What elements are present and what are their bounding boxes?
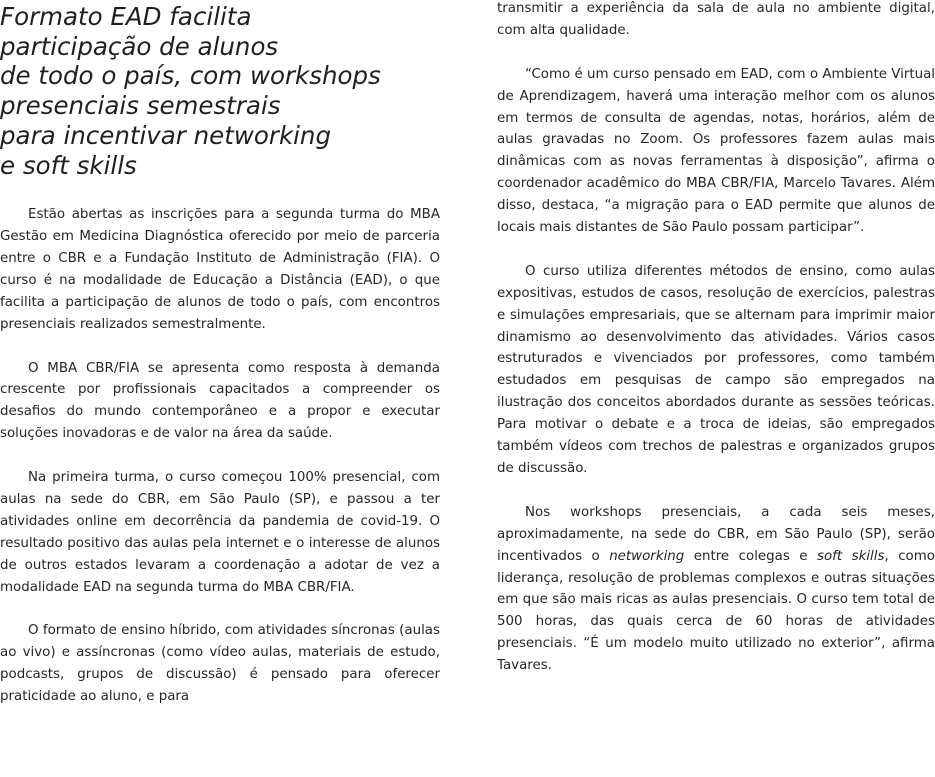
headline-line: participação de alunos [0,31,279,61]
body-paragraph: “Como é um curso pensado em EAD, com o Ambiente Virtual de Aprendizagem, haverá uma interação melhor com os alunos em termos de consulta de agendas, notas, horários, além de aulas gravadas no Zoom. Os professores fazem aulas mais dinâmicas com as novas ferramentas à disposição”, afirma o coordenador acadêmico do MBA CBR/FIA, Marcelo Tavares. Além disso, destaca, “a migração para o EAD permite que alunos de locais mais distantes de São Paulo possam participar”. [497,66,935,236]
body-paragraph: O MBA CBR/FIA se apresenta como resposta à demanda crescente por profissionais capacitados a compreender os desafios do mundo contemporâneo e a propor e executar soluções inovadoras e de valor na área da saúde. [0,360,440,442]
headline-line: e soft skills [0,150,137,180]
article-body-left [0,204,440,708]
article-headline [0,2,440,180]
body-paragraph-last [497,502,935,677]
body-paragraph: O curso utiliza diferentes métodos de ensino, como aulas expositivas, estudos de casos, resolução de exercícios, palestras e simulações empresariais, que se alternam para imprimir maior dinamismo ao desenvolvimento das atividades. Vários casos estruturados e vivenciados por professores, como também estudados em pesquisas de campo são empregados na ilustração dos conceitos abordados durante as sessões teóricas. Para motivar o debate e a troca de ideias, são empregados também vídeos com trechos de palestras e organizados grupos de discussão. [497,263,935,476]
body-paragraph: O formato de ensino híbrido, com atividades síncronas (aulas ao vivo) e assíncronas (como vídeo aulas, materiais de estudo, podcasts, grupos de discussão) é pensado para oferecer praticidade ao aluno, e para [0,623,440,705]
italic-term: networking [609,548,685,564]
text-run: entre colegas e [684,548,817,564]
body-paragraph: Estão abertas as inscrições para a segunda turma do MBA Gestão em Medicina Diagnóstica oferecido por meio de parceria entre o CBR e a Fundação Instituto de Administração (FIA). O curso é na modalidade de Educação a Distância (EAD), o que facilita a participação de alunos de todo o país, com encontros presenciais realizados semestralmente. [0,207,440,332]
body-paragraph: Na primeira turma, o curso começou 100% presencial, com aulas na sede do CBR, em São Paulo (SP), e passou a ter atividades online em decorrência da pandemia de covid-19. O resultado positivo das aulas pela internet e o interesse de alunos de outros estados levaram a coordenação a adotar de vez a modalidade EAD na segunda turma do MBA CBR/FIA. [0,470,440,595]
headline-line: de todo o país, com workshops [0,61,381,91]
headline-line: Formato EAD facilita [0,2,252,31]
italic-term: soft skills [817,548,885,564]
article-body-right [497,0,935,677]
left-column [0,0,440,730]
right-column [497,0,935,699]
headline-line: para incentivar networking [0,120,332,150]
body-paragraph-continued: transmitir a experiência da sala de aula no ambiente digital, com alta qualidade. [497,1,935,38]
text-run: , como liderança, resolução de problemas complexos e outras situações em que são mais ricas as aulas presenciais. O curso tem total de 500 horas, das quais cerca de 60 horas de atividades presenciais. “É um modelo muito utilizado no exterior”, afirma Tavares. [497,548,935,674]
headline-line: presenciais semestrais [0,91,281,121]
text-run: Nos workshops presenciais, a cada seis meses, aproximadamente, na sede do CBR, em São Paulo (SP), serão incentivados o [497,504,935,564]
